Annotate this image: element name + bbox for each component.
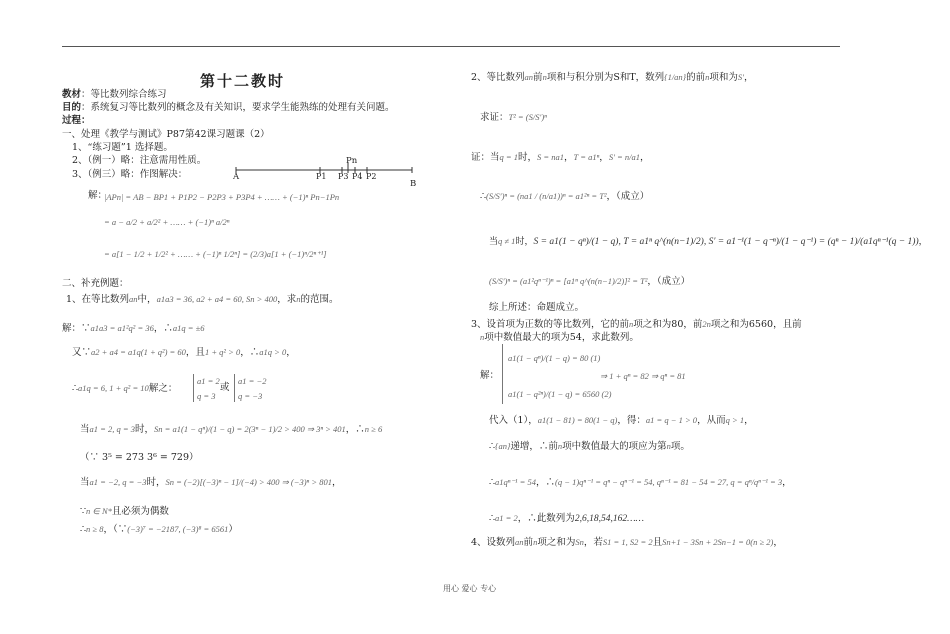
system-2-a1: a1 = −2 — [238, 376, 267, 386]
ex1-step-5: （∵ 3⁵ = 273 3⁶ = 729） — [80, 452, 199, 463]
problem-3-increasing: ∴{an}递增，∴前n项中数值最大的项应为第n项。 — [489, 441, 690, 452]
formula-result: = a[1 − 1/2 + 1/2² + …… + (−1)ⁿ 1/2ⁿ] = (2/3)a[1 + (−1)ⁿ/2ⁿ⁺¹] — [104, 249, 327, 259]
solution-label: 解： — [88, 190, 108, 201]
problem-3-brace — [502, 344, 503, 404]
problem-3-solution-label: 解： — [480, 370, 500, 381]
label-P2: P2 — [366, 172, 377, 181]
section-1-heading: 一、处理《教学与测试》P87第42课习题课（2） — [62, 129, 270, 140]
label-P4: P4 — [352, 172, 363, 181]
problem-3-answer: ∴a1 = 2，∴此数列为2,6,18,54,162…… — [489, 513, 644, 524]
page-title: 第十二教时 — [200, 72, 286, 90]
label-A: A — [233, 172, 240, 182]
label-P1: P1 — [316, 172, 327, 181]
proof-case-qne1: 当q ≠ 1时，S = a1(1 − qⁿ)/(1 − q), T = a1ⁿ q^(n(n−1)/2), S′ = a1⁻¹(1 − q⁻ⁿ)/(1 − q⁻¹) = (qⁿ − 1)/(a1qⁿ⁻¹(q − 1))， — [489, 236, 928, 247]
proof-result-qne1: (S/S′)ⁿ = (a1²qⁿ⁻¹)ⁿ = [a1ⁿ q^(n(n−1)/2)]² = T²，（成立） — [489, 276, 691, 287]
item-2: 2、（例一）略：注意需用性质。 — [72, 155, 207, 166]
ex1-step-3: ∴a1q = 6, 1 + q² = 10解之： — [72, 383, 178, 394]
proof-conclusion: 综上所述：命题成立。 — [489, 302, 585, 313]
header-rule — [62, 46, 840, 47]
problem-3-implication: ⇒ 1 + qⁿ = 82 ⇒ qⁿ = 81 — [600, 371, 686, 381]
problem-4: 4、设数列an前n项之和为Sn，若S1 = 1, S2 = 2且Sn+1 − 3Sn + 2Sn−1 = 0(n ≥ 2)， — [471, 537, 783, 548]
label-P3: P3 — [338, 172, 349, 181]
formula-APn: |APn| = AB − BP1 + P1P2 − P2P3 + P3P4 + …… + (−1)ⁿ Pn−1Pn — [104, 192, 340, 202]
label-B: B — [410, 179, 417, 189]
process-label: 过程： — [62, 115, 91, 126]
material-line: 教材：等比数列综合练习 — [62, 89, 167, 100]
proof-result-q1: ∴(S/S′)ⁿ = (na1 / (n/a1))ⁿ = a1²ⁿ = T²，（成立） — [480, 191, 650, 202]
item-3: 3、（例三）略：作图解决： — [72, 169, 188, 180]
problem-3-line-2: n项中数值最大的项为54，求此数列。 — [480, 332, 639, 343]
system-1-a1: a1 = 2 — [197, 376, 220, 386]
proof-case-q1: 证：当q = 1时，S = na1，T = a1ⁿ，S′ = n/a1， — [471, 152, 650, 163]
prove-line: 求证：T² = (S/S′)ⁿ — [480, 112, 547, 123]
system-1-q: q = 3 — [197, 391, 216, 401]
label-Pn: Pn — [346, 156, 358, 166]
ex1-step-4: 当a1 = 2, q = 3时，Sn = a1(1 − qⁿ)/(1 − q) = 2(3ⁿ − 1)/2 > 400 ⇒ 3ⁿ > 401，∴n ≥ 6 — [80, 424, 383, 435]
section-2-heading: 二、补充例题： — [62, 278, 129, 289]
problem-3-line-1: 3、设首项为正数的等比数列，它的前n项之和为80，前2n项之和为6560，且前 — [471, 319, 802, 330]
ex1-step-8: ∴n ≥ 8，（∵(−3)⁷ = −2187, (−3)⁸ = 6561） — [80, 524, 238, 535]
formula-series: = a − a/2 + a/2² + …… + (−1)ⁿ a/2ⁿ — [104, 217, 230, 227]
problem-2: 2、等比数列an前n项和与积分别为S和T，数列{1/an}的前n项和为S′， — [471, 72, 754, 83]
ex1-step-1: 解：∵a1a3 = a1²q² = 36，∴a1q = ±6 — [62, 323, 205, 334]
or-word: 或 — [220, 382, 230, 393]
item-1: 1、“练习题”1 选择题。 — [72, 142, 173, 153]
system-brace-1 — [193, 374, 194, 402]
ex1-step-6: 当a1 = −2, q = −3时，Sn = (−2)[(−3)ⁿ − 1]/(−4) > 400 ⇒ (−3)ⁿ > 801， — [80, 477, 342, 488]
ex1-step-7: ∵n ∈ N*且必须为偶数 — [80, 506, 169, 517]
problem-3-substitute: 代入（1），a1(1 − 81) = 80(1 − q)，得：a1 = q − 1 > 0，从而q > 1， — [489, 415, 754, 426]
problem-3-eq2: a1(1 − q²ⁿ)/(1 − q) = 6560 (2) — [508, 389, 612, 399]
problem-3-eq1: a1(1 − qⁿ)/(1 − q) = 80 (1) — [508, 353, 601, 363]
page-footer: 用心 爱心 专心 — [443, 584, 497, 593]
goal-line: 目的：系统复习等比数列的概念及有关知识，要求学生能熟练的处理有关问题。 — [62, 102, 395, 113]
example-1: 1、在等比数列an中，a1a3 = 36, a2 + a4 = 60, Sn > 400，求n的范围。 — [66, 294, 339, 305]
problem-3-solve-q: ∴a1qⁿ⁻¹ = 54，∴(q − 1)qⁿ⁻¹ = qⁿ − qⁿ⁻¹ = 54, qⁿ⁻¹ = 81 − 54 = 27, q = qⁿ/qⁿ⁻¹ = 3， — [489, 477, 792, 488]
system-brace-2 — [234, 374, 235, 402]
system-2-q: q = −3 — [238, 391, 263, 401]
ex1-step-2: 又∵a2 + a4 = a1q(1 + q²) = 60，且1 + q² > 0，∴a1q > 0， — [72, 347, 296, 358]
